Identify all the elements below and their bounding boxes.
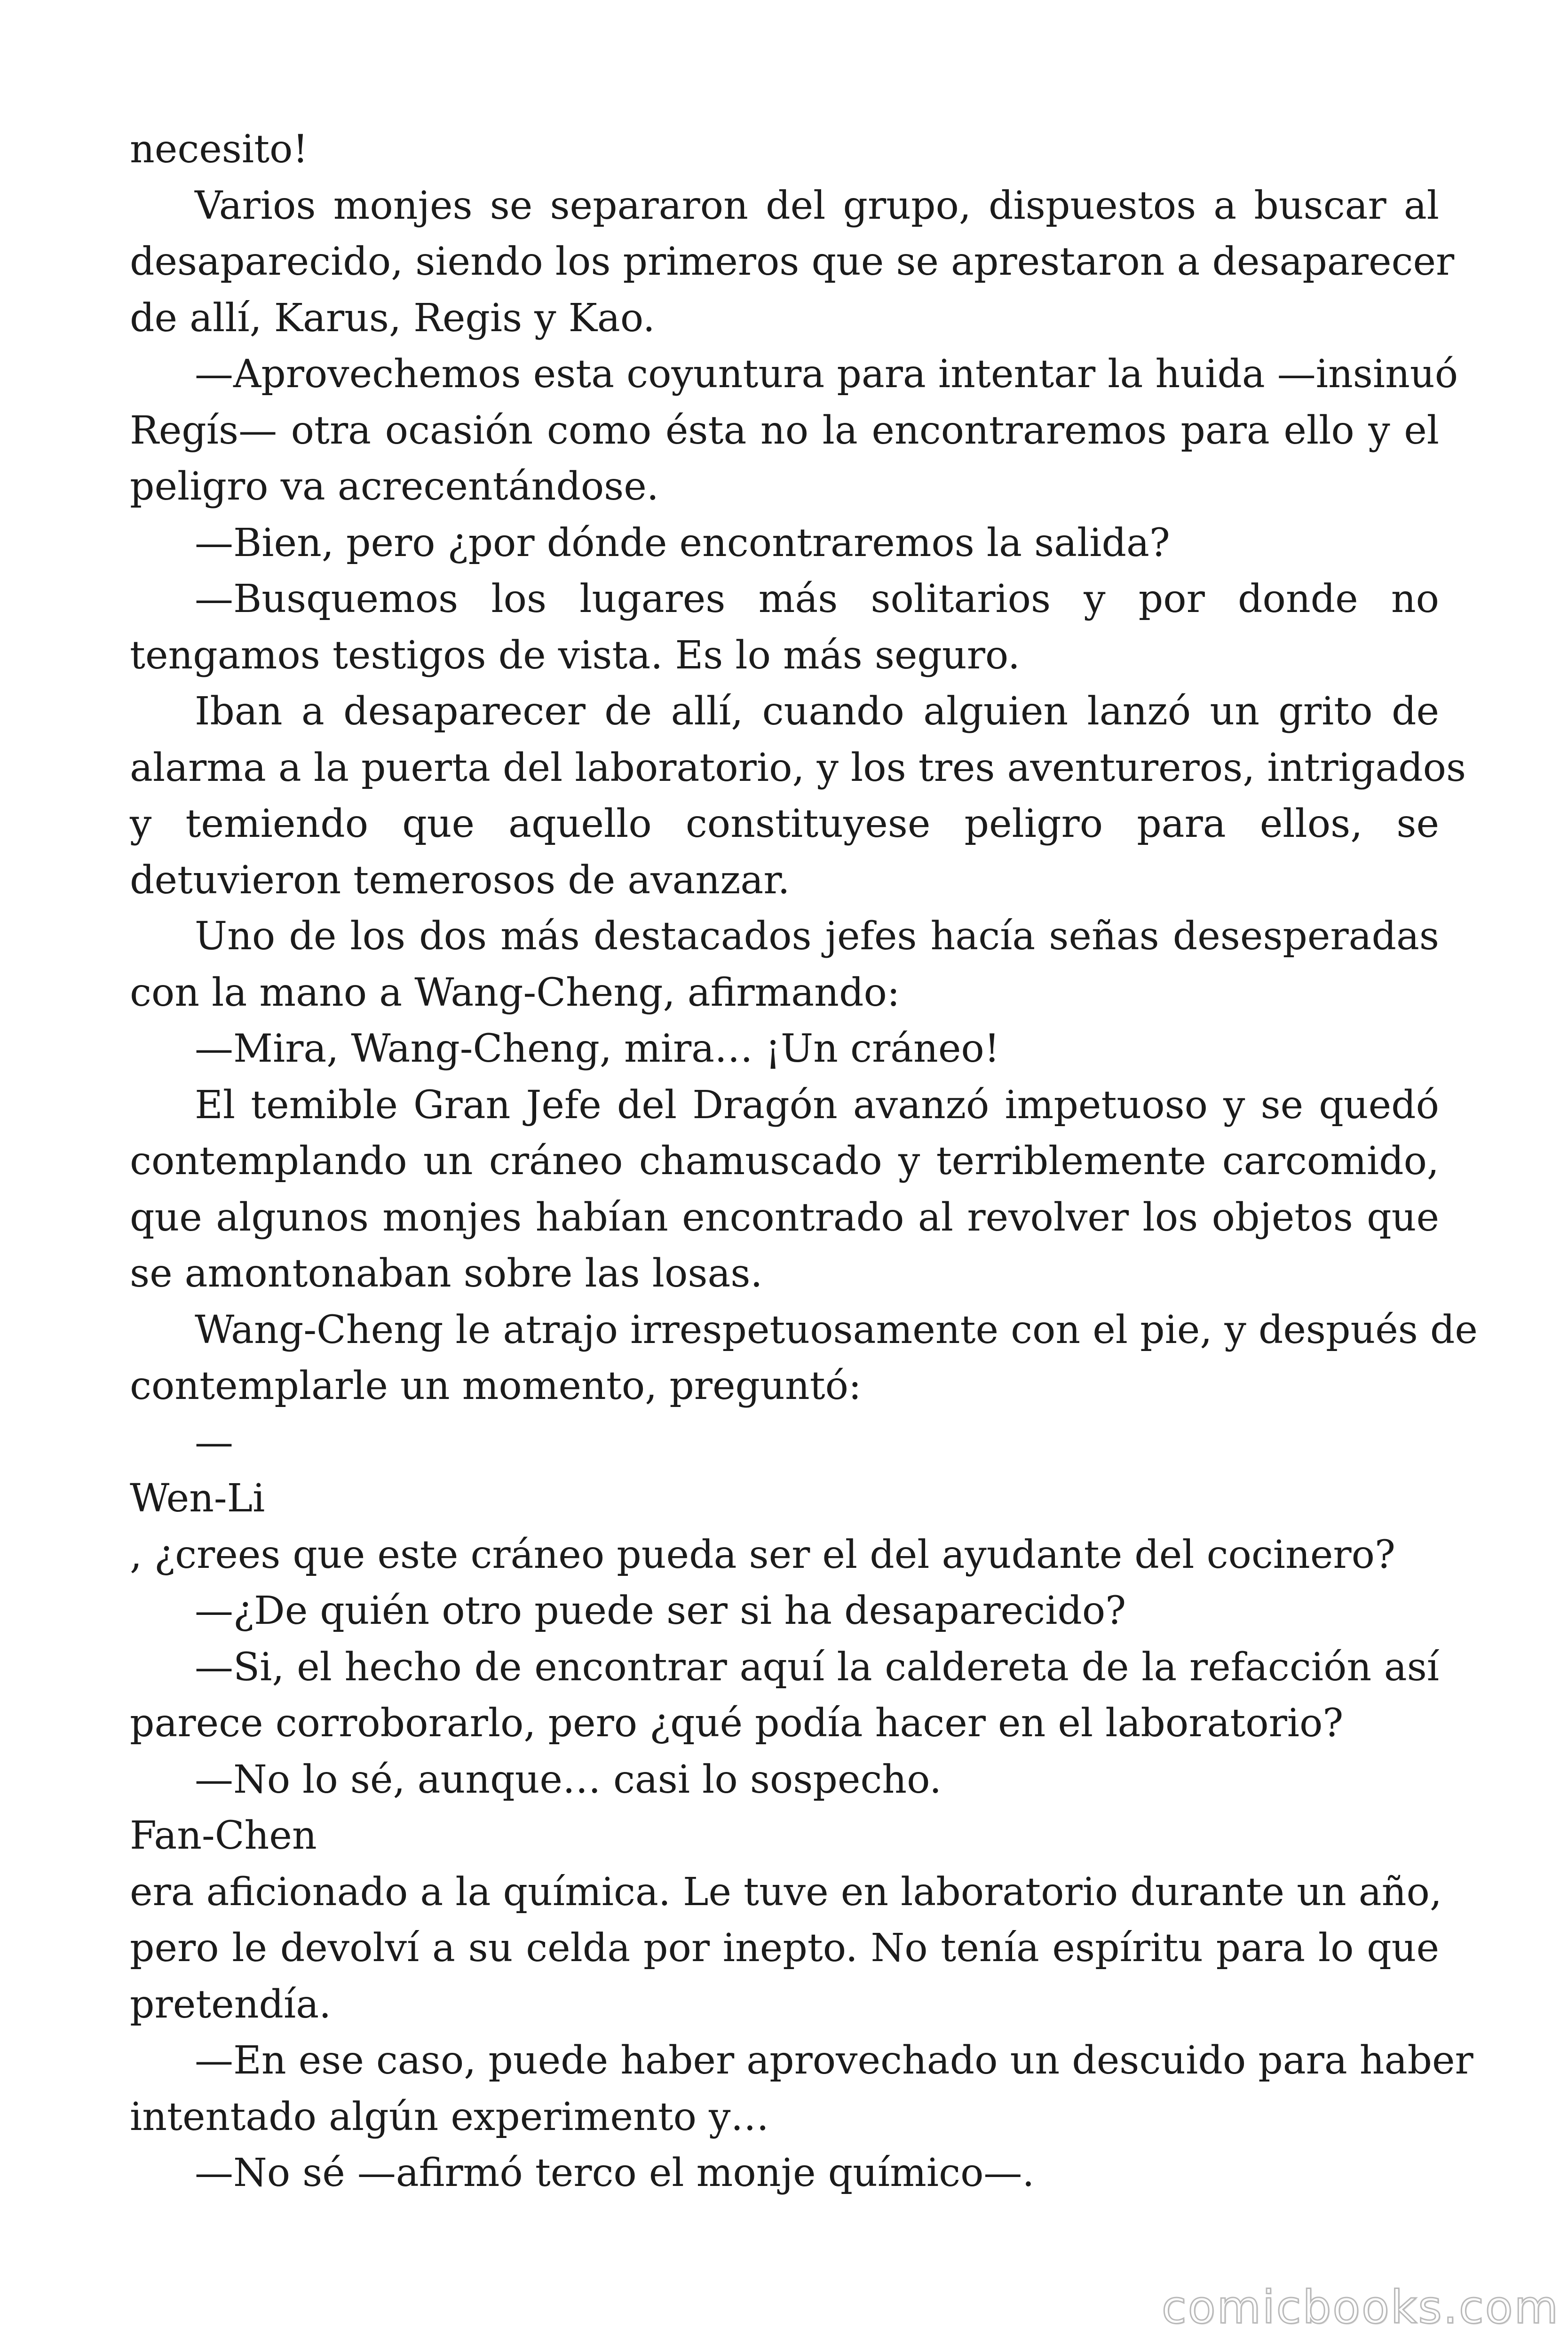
watermark: comicbooks.com	[1162, 2281, 1560, 2334]
text-line: Iban a desaparecer de allí, cuando alguien lanzó un grito de	[195, 689, 1439, 734]
text-line: Regís— otra ocasión como ésta no la encontraremos para ello y el	[130, 408, 1439, 453]
text-line: —Aprovechemos esta coyuntura para intentar la huida —insinuó	[195, 352, 1458, 397]
text-line: —Mira, Wang-Cheng, mira… ¡Un cráneo!	[195, 1026, 1000, 1071]
text-line: Wen-Li	[130, 1476, 265, 1521]
text-line: que algunos monjes habían encontrado al revolver los objetos que	[130, 1195, 1439, 1240]
text-line: —Si, el hecho de encontrar aquí la caldereta de la refacción así	[195, 1645, 1439, 1690]
text-line: —¿De quién otro puede ser si ha desaparecido?	[195, 1589, 1126, 1633]
text-line: peligro va acrecentándose.	[130, 464, 659, 509]
text-line: Wang-Cheng le atrajo irrespetuosamente con el pie, y después de	[195, 1307, 1478, 1352]
text-line: intentado algún experimento y…	[130, 2094, 769, 2139]
text-line: parece corroborarlo, pero ¿qué podía hacer en el laboratorio?	[130, 1701, 1344, 1746]
text-line: se amontonaban sobre las losas.	[130, 1251, 763, 1296]
text-line: El temible Gran Jefe del Dragón avanzó impetuoso y se quedó	[195, 1082, 1439, 1128]
text-line: —	[195, 1420, 233, 1465]
text-line: , ¿crees que este cráneo pueda ser el del ayudante del cocinero?	[130, 1532, 1395, 1577]
text-line: —Busquemos los lugares más solitarios y por donde no	[195, 577, 1439, 621]
text-line: y temiendo que aquello constituyese peligro para ellos, se	[130, 802, 1439, 846]
text-line: detuvieron temerosos de avanzar.	[130, 858, 790, 903]
text-line: Uno de los dos más destacados jefes hacía señas desesperadas	[195, 914, 1439, 959]
text-line: desaparecido, siendo los primeros que se aprestaron a desaparecer	[130, 239, 1455, 284]
text-line: —En ese caso, puede haber aprovechado un descuido para haber	[195, 2038, 1473, 2083]
page-text	[130, 121, 1478, 2201]
text-line: tengamos testigos de vista. Es lo más seguro.	[130, 633, 1020, 678]
text-line: era aficionado a la química. Le tuve en laboratorio durante un año,	[130, 1869, 1442, 1915]
text-line: con la mano a Wang-Cheng, afirmando:	[130, 970, 900, 1015]
text-line: de allí, Karus, Regis y Kao.	[130, 295, 655, 341]
text-line: contemplarle un momento, preguntó:	[130, 1364, 862, 1408]
text-line: pretendía.	[130, 1982, 332, 2027]
text-line: necesito!	[130, 127, 309, 172]
text-line: pero le devolví a su celda por inepto. No tenía espíritu para lo que	[130, 1926, 1439, 1971]
text-line: alarma a la puerta del laboratorio, y los tres aventureros, intrigados	[130, 745, 1466, 790]
text-line: —Bien, pero ¿por dónde encontraremos la salida?	[195, 520, 1170, 565]
text-line: —No sé —afirmó terco el monje químico—.	[195, 2151, 1035, 2195]
text-line: Fan-Chen	[130, 1813, 317, 1858]
text-line: —No lo sé, aunque… casi lo sospecho.	[195, 1757, 942, 1802]
text-line: contemplando un cráneo chamuscado y terriblemente carcomido,	[130, 1139, 1439, 1184]
text-line: Varios monjes se separaron del grupo, dispuestos a buscar al	[195, 183, 1439, 228]
